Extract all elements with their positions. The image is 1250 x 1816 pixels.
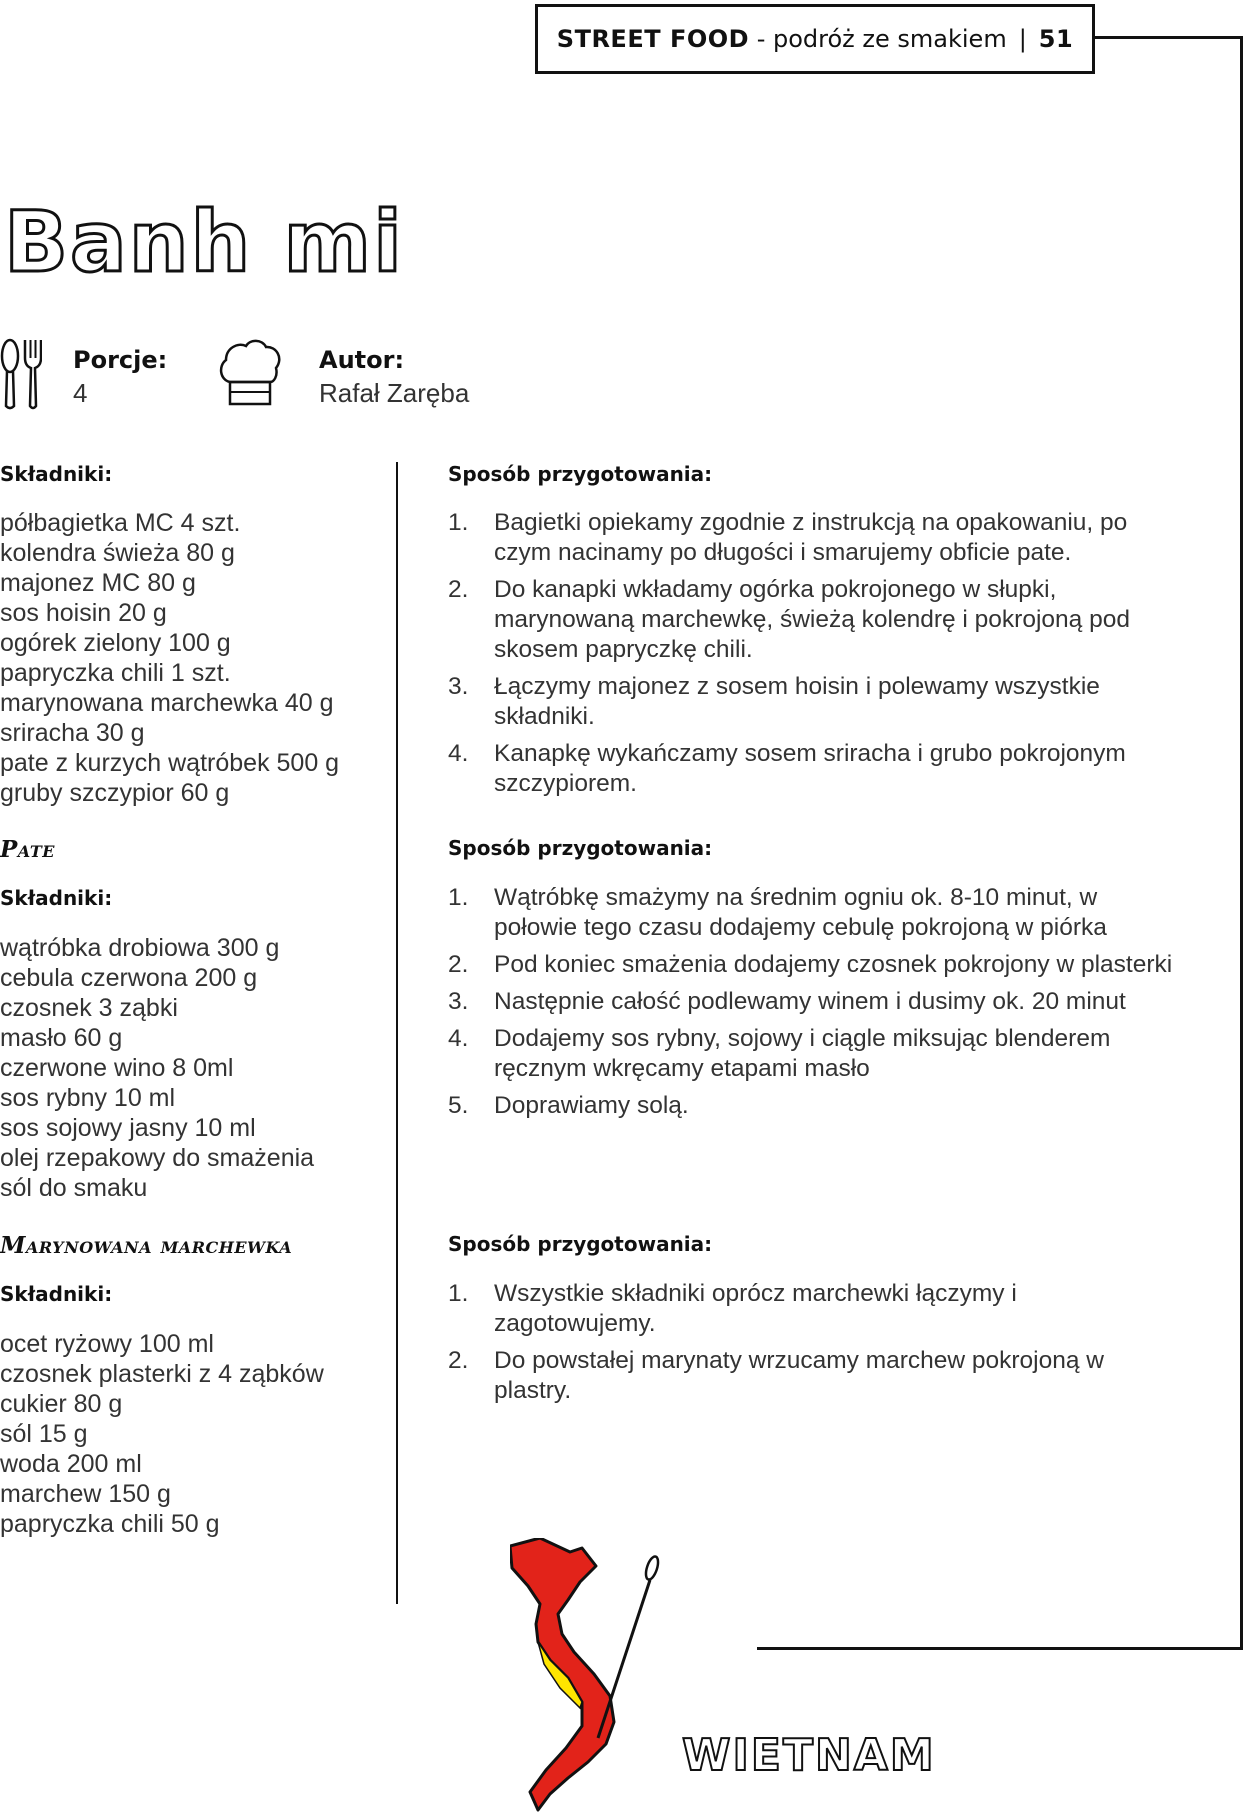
step-number: 3. [448, 988, 469, 1015]
list-item: masło 60 g [0, 1024, 123, 1052]
author-value: Rafał Zaręba [319, 378, 470, 408]
carrot-heading: Marynowana marchewka [0, 1232, 293, 1259]
chef-hat-icon [218, 338, 282, 408]
step-number: 1. [448, 884, 469, 911]
step-text: Wątróbkę smażymy na średnim ogniu ok. 8-10 minut, w połowie tego czasu dodajemy cebulę pokrojoną w piórka [494, 884, 1107, 941]
list-item: cukier 80 g [0, 1390, 123, 1418]
ingredients-heading: Składniki: [0, 462, 113, 486]
cutlery-icon [0, 338, 42, 410]
frame-line-top [1095, 36, 1243, 39]
step-number: 2. [448, 1347, 469, 1374]
step-item [448, 575, 1183, 665]
list-item: olej rzepakowy do smażenia [0, 1144, 315, 1172]
vietnam-map-illustration [510, 1538, 660, 1814]
step-number: 4. [448, 740, 469, 767]
list-item: kolendra świeża 80 g [0, 539, 235, 567]
carrot-method-heading: Sposób przygotowania: [448, 1232, 713, 1256]
main-steps-list [448, 508, 1183, 806]
list-item: sól 15 g [0, 1420, 88, 1448]
step-item [448, 739, 1183, 799]
pate-steps-list [448, 883, 1183, 1128]
step-item [448, 1091, 1183, 1121]
step-text: Bagietki opiekamy zgodnie z instrukcją na opakowaniu, po czym nacinamy po długości i smarujemy obficie pate. [494, 509, 1128, 566]
list-item: sriracha 30 g [0, 719, 145, 747]
step-text: Do kanapki wkładamy ogórka pokrojonego w słupki, marynowaną marchewkę, świeżą kolendrę i pokrojoną pod skosem papryczkę chili. [494, 576, 1130, 663]
step-text: Łączymy majonez z sosem hoisin i polewamy wszystkie składniki. [494, 673, 1100, 730]
list-item: papryczka chili 50 g [0, 1510, 220, 1538]
step-number: 2. [448, 951, 469, 978]
list-item: sos sojowy jasny 10 ml [0, 1114, 256, 1142]
pate-ingredients-heading: Składniki: [0, 886, 113, 910]
carrot-ingredients-list [0, 1329, 324, 1539]
step-text: Pod koniec smażenia dodajemy czosnek pokrojony w plasterki [494, 951, 1173, 978]
step-item [448, 508, 1183, 568]
step-text: Dodajemy sos rybny, sojowy i ciągle miksując blenderem ręcznym wkręcamy etapami masło [494, 1025, 1111, 1082]
step-number: 3. [448, 673, 469, 700]
author-label: Autor: [319, 346, 405, 374]
carrot-steps-list [448, 1279, 1183, 1413]
list-item: papryczka chili 1 szt. [0, 659, 231, 687]
frame-line-right [1240, 36, 1243, 1650]
step-number: 4. [448, 1025, 469, 1052]
step-item [448, 987, 1183, 1017]
servings-value: 4 [73, 378, 88, 408]
recipe-title: Banh mi [4, 193, 404, 291]
step-item [448, 1346, 1183, 1406]
step-item [448, 883, 1183, 943]
list-item: ocet ryżowy 100 ml [0, 1330, 214, 1358]
step-number: 1. [448, 1280, 469, 1307]
pate-ingredients-list [0, 933, 314, 1203]
list-item: czerwone wino 8 0ml [0, 1054, 234, 1082]
country-label: WIETNAM [682, 1730, 936, 1781]
main-ingredients-list [0, 508, 339, 808]
step-item [448, 1279, 1183, 1339]
list-item: czosnek 3 ząbki [0, 994, 178, 1022]
header-divider: | [1018, 25, 1027, 53]
step-item [448, 950, 1183, 980]
list-item: woda 200 ml [0, 1450, 142, 1478]
step-text: Do powstałej marynaty wrzucamy marchew pokrojoną w plastry. [494, 1347, 1104, 1404]
series-title: STREET FOOD [556, 25, 750, 53]
series-subtitle: - podróż ze smakiem [756, 25, 1007, 53]
step-item [448, 672, 1183, 732]
carrot-ingredients-heading: Składniki: [0, 1282, 113, 1306]
step-item [448, 1024, 1183, 1084]
page-number: 51 [1038, 25, 1074, 53]
list-item: sos hoisin 20 g [0, 599, 167, 627]
step-text: Doprawiamy solą. [494, 1092, 689, 1119]
pate-method-heading: Sposób przygotowania: [448, 836, 713, 860]
step-text: Wszystkie składniki oprócz marchewki łączymy i zagotowujemy. [494, 1280, 1017, 1337]
step-number: 1. [448, 509, 469, 536]
list-item: marynowana marchewka 40 g [0, 689, 334, 717]
list-item: gruby szczypior 60 g [0, 779, 230, 807]
step-number: 5. [448, 1092, 469, 1119]
list-item: sos rybny 10 ml [0, 1084, 176, 1112]
step-number: 2. [448, 576, 469, 603]
list-item: majonez MC 80 g [0, 569, 196, 597]
frame-line-bottom [757, 1647, 1243, 1650]
main-method-heading: Sposób przygotowania: [448, 462, 713, 486]
list-item: półbagietka MC 4 szt. [0, 509, 241, 537]
pate-heading: Pate [0, 836, 55, 863]
list-item: ogórek zielony 100 g [0, 629, 231, 657]
servings-label: Porcje: [73, 346, 168, 374]
list-item: wątróbka drobiowa 300 g [0, 934, 280, 962]
list-item: czosnek plasterki z 4 ząbków [0, 1360, 324, 1388]
step-text: Kanapkę wykańczamy sosem sriracha i grubo pokrojonym szczypiorem. [494, 740, 1126, 797]
list-item: marchew 150 g [0, 1480, 171, 1508]
page-header [535, 4, 1095, 74]
step-text: Następnie całość podlewamy winem i dusimy ok. 20 minut [494, 988, 1126, 1015]
list-item: pate z kurzych wątróbek 500 g [0, 749, 340, 777]
column-divider [396, 462, 398, 1604]
list-item: sól do smaku [0, 1174, 148, 1202]
list-item: cebula czerwona 200 g [0, 964, 258, 992]
